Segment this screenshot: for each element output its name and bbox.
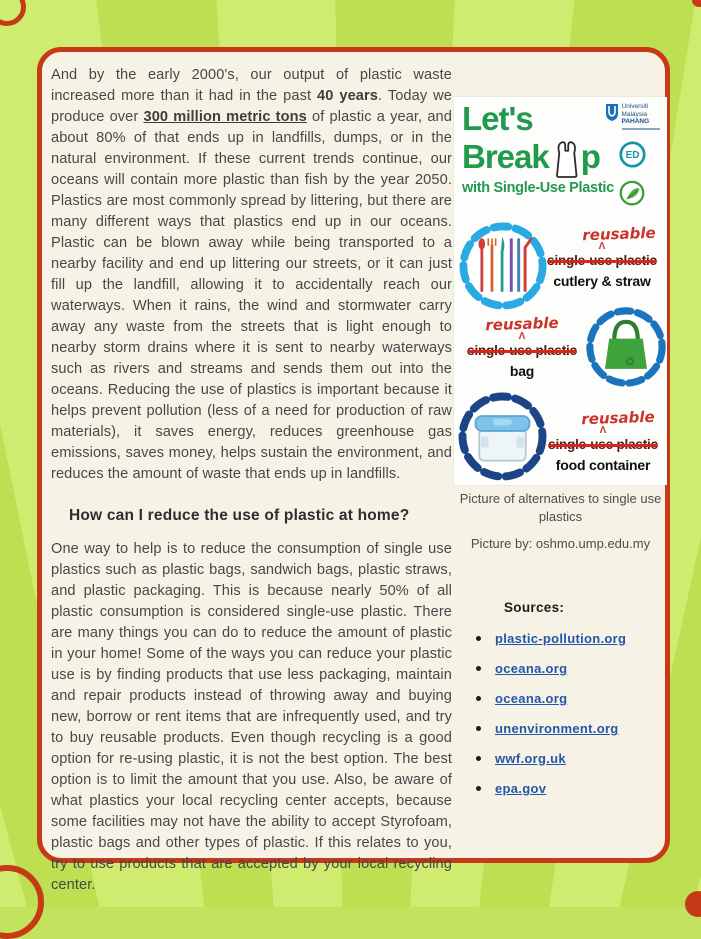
infographic-panel — [454, 97, 667, 485]
bullet-dot — [476, 636, 481, 641]
item-label-cutlery-straw: cutlery & straw — [553, 273, 651, 289]
source-list-item — [476, 661, 667, 676]
title-up-suffix: p — [580, 138, 600, 175]
university-line3: PAHANG — [621, 118, 650, 125]
section-heading-reduce-at-home: How can I reduce the use of plastic at home? — [69, 507, 410, 524]
p1-text-c: of plastic a year, and about 80% of that ends up in landfills, dumps, or in the natural environment. If these current trends continue, our oceans will contain more plastic than fish by the year 2050. Plastics are most commonly spread by littering, but there are many different ways that plastics end up in our oceans. Plastic can be blown away while being transported to a nearby facility and end up littering our streets, or it can just fill up the landfill, allowing it to accidentally reach our waterways. When it rains, the wind and stormwater carry away any waste from the streets that is light enough to nearby storm drains where it is sent to nearby waterways such as rivers and streams and sends them out into the oceans. Reducing the use of plastics is important because it helps prevent pollution (less of a need for production of raw materials), it saves energy, reduces greenhouse gas emissions, saves money, helps sustain the environment, and reduces the amount of waste that ends up in landfills. — [51, 109, 452, 482]
paragraph-reduce-at-home: One way to help is to reduce the consumption of single use plastics such as plastic bags, sandwich bags, plastic straws, and plastic packaging. This is because nearly 50% of all plastic consumption is considered single-use plastic. There are many things you can do to reduce the amount of plastic in your home! Some of the ways you can reduce your plastic use is by finding products that use less packaging, maintain and repair products instead of throwing away and buying new, borrow or rent items that are infrequently used, and try to buy reusable products. Even though recycling is a good option for re-using plastic, it is not the best option. The best option is to limit the amount that you use. Also, be aware of what plastics your local recycling center accepts, because some facilities may not have the ability to accept Styrofoam, plastic bags and other types of plastic. If this relates to you, try to use products that are accepted by your local recycling center. — [51, 541, 452, 893]
source-list-item — [476, 781, 667, 796]
title-break-up — [462, 137, 614, 177]
svg-text:ED: ED — [625, 149, 639, 161]
bag-row-text — [456, 315, 588, 379]
title-break: Break — [462, 138, 549, 175]
p1-bold-40-years: 40 years — [317, 88, 379, 104]
university-line1: Universiti — [621, 103, 649, 110]
reusable-annotation: reusable — [581, 407, 655, 429]
p1-text-a: And by the early 2000's, our output of plastic waste increased more than it had in the past — [51, 67, 452, 104]
plastic-bag-icon — [551, 137, 581, 181]
svg-text:♻: ♻ — [624, 354, 636, 369]
insert-caret: Λ — [599, 425, 607, 436]
eco-science-badge-icon — [617, 179, 647, 209]
caption-credit: Picture by: oshmo.ump.edu.my — [470, 536, 651, 551]
insert-caret: Λ — [518, 331, 526, 342]
bullet-dot — [476, 696, 481, 701]
cutlery-row-text — [540, 225, 664, 289]
infographic-title — [462, 101, 614, 196]
food-container-row-text — [542, 409, 664, 473]
university-shield-icon — [605, 103, 619, 122]
source-link-oceana-1[interactable]: oceana.org — [495, 661, 568, 676]
sources-section — [454, 600, 667, 811]
food-container-icon — [456, 390, 549, 488]
insert-caret: Λ — [598, 241, 606, 252]
title-subtitle: with Single-Use Plastic — [462, 180, 614, 196]
university-logo-rule — [622, 128, 660, 130]
single-use-plastic-struck: single-use plastic — [467, 343, 577, 358]
bullet-dot — [476, 726, 481, 731]
sources-heading: Sources: — [504, 600, 565, 615]
bullet-dot — [476, 786, 481, 791]
infographic-caption — [454, 490, 667, 553]
bullet-dot — [476, 756, 481, 761]
reusable-bag-icon — [584, 305, 668, 394]
p1-text-b: . Today we produce over — [51, 88, 453, 125]
cutlery-straw-icon — [457, 220, 549, 317]
source-list-item — [476, 721, 667, 736]
bullet-dot — [476, 666, 481, 671]
caption-line1: Picture of alternatives to single use plastics — [459, 491, 662, 524]
paragraph-plastic-waste — [51, 65, 452, 485]
corner-ornament-bottom-right — [685, 891, 701, 917]
reusable-annotation: reusable — [582, 223, 656, 245]
single-use-plastic-struck: single-use plastic — [548, 437, 658, 452]
source-link-wwf[interactable]: wwf.org.uk — [495, 751, 566, 766]
item-label-bag: bag — [509, 363, 535, 379]
title-lets: Let's — [462, 100, 533, 137]
source-list-item — [476, 631, 667, 646]
source-link-unenvironment[interactable]: unenvironment.org — [495, 721, 619, 736]
university-malaysia-pahang-logo — [605, 103, 660, 130]
osh-department-badge-icon — [619, 141, 646, 168]
article-card — [37, 47, 670, 893]
source-link-oceana-2[interactable]: oceana.org — [495, 691, 568, 706]
source-list-item — [476, 751, 667, 766]
sources-list — [454, 631, 667, 796]
p1-bold-underline-metric-tons: 300 million metric tons — [143, 109, 307, 125]
item-label-food-container: food container — [555, 457, 651, 473]
article-text-column — [51, 65, 452, 896]
source-link-plastic-pollution[interactable]: plastic-pollution.org — [495, 631, 627, 646]
single-use-plastic-struck: single-use plastic — [547, 253, 657, 268]
logo-group — [600, 103, 664, 209]
source-list-item — [476, 691, 667, 706]
reusable-annotation: reusable — [485, 313, 559, 335]
university-line2: Malaysia — [621, 110, 648, 118]
university-name — [622, 103, 660, 130]
source-link-epa[interactable]: epa.gov — [495, 781, 547, 796]
